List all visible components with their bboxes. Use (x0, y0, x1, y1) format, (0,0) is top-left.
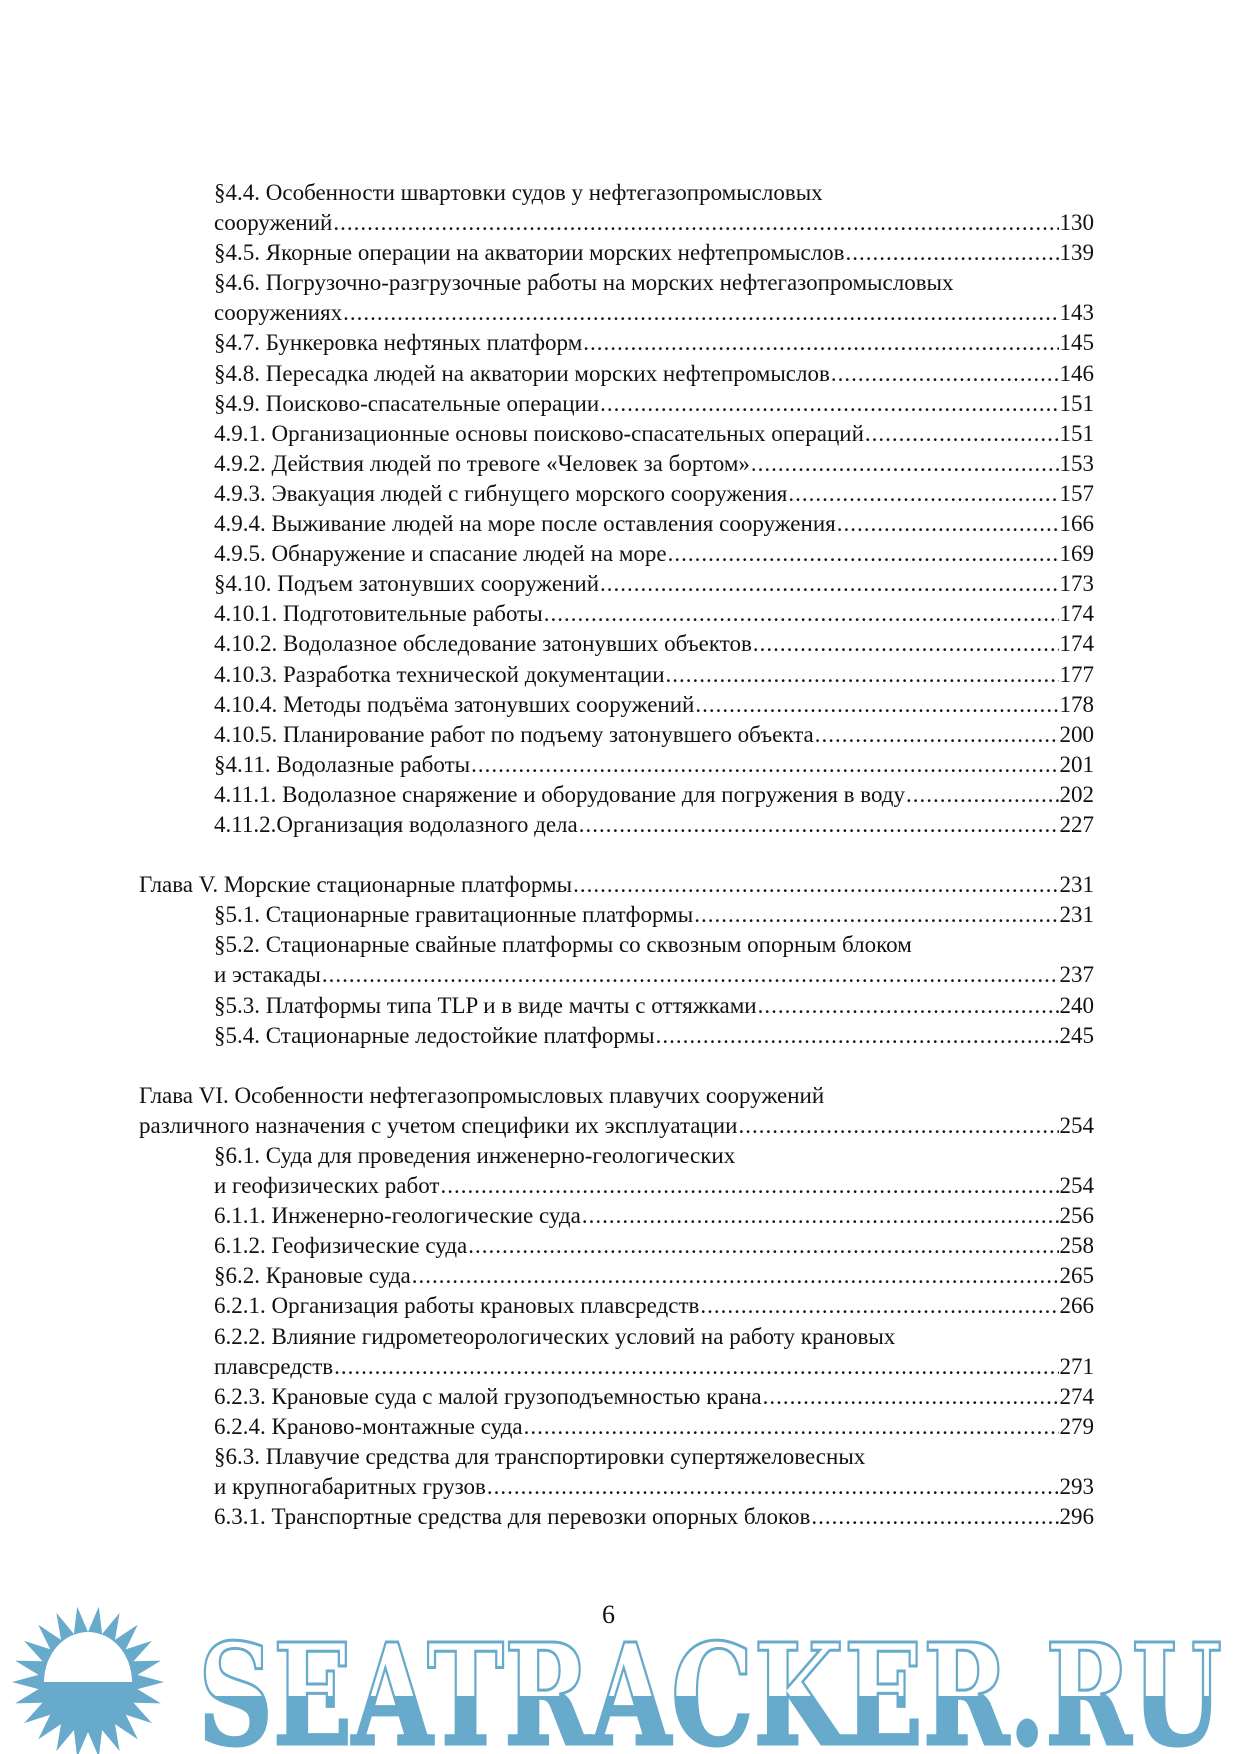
toc-entry (214, 298, 1094, 328)
toc-entry (214, 660, 1094, 690)
toc-entry (214, 1322, 1094, 1352)
toc-entry-title: 6.2.3. Крановые суда с малой грузоподъемностью крана (214, 1383, 762, 1409)
dot-leader (831, 359, 1059, 389)
dot-leader (579, 810, 1059, 840)
toc-entry (214, 509, 1094, 539)
toc-entry-title: 4.9.5. Обнаружение и спасание людей на море (214, 541, 667, 567)
toc-entry-title: 6.1.1. Инженерно-геологические суда (214, 1203, 581, 1229)
toc-entry-title: §4.8. Пересадка людей на акватории морских нефтепромыслов (214, 360, 830, 386)
toc-entry (214, 359, 1094, 389)
toc-entry-page: 157 (1059, 480, 1094, 506)
toc-entry-title: 6.2.1. Организация работы крановых плавсредств (214, 1293, 700, 1319)
toc-entry-page: 258 (1059, 1233, 1094, 1259)
toc-entry (214, 1261, 1094, 1291)
dot-leader (668, 539, 1059, 569)
toc-entry-title: §6.3. Плавучие средства для транспортировки супертяжеловесных (214, 1443, 866, 1469)
sun-logo-icon (12, 1607, 164, 1754)
toc-entry (214, 1291, 1094, 1321)
toc-entry-page: 202 (1059, 781, 1094, 807)
dot-leader (763, 1382, 1059, 1412)
toc-entry (214, 1201, 1094, 1231)
toc-entry (214, 599, 1094, 629)
toc-chapter-entry (139, 870, 1094, 900)
toc-entry-title: 4.10.4. Методы подъёма затонувших сооружений (214, 691, 695, 717)
toc-entry (214, 750, 1094, 780)
toc-entry (214, 1382, 1094, 1412)
dot-leader (524, 1412, 1059, 1442)
toc-entry-page: 245 (1059, 1022, 1094, 1048)
toc-entry-title: §4.7. Бункеровка нефтяных платформ (214, 330, 583, 356)
toc-entry-title: 4.10.5. Планирование работ по подъему затонувшего объекта (214, 721, 814, 747)
toc-entry-page: 174 (1059, 601, 1094, 627)
toc-entry (214, 690, 1094, 720)
toc-entry-title: 4.9.4. Выживание людей на море после оставления сооружения (214, 511, 836, 537)
toc-entry-page: 254 (1059, 1112, 1094, 1138)
toc-entry (214, 208, 1094, 238)
toc-entry-page: 146 (1059, 360, 1094, 386)
toc-entry-page: 201 (1059, 751, 1094, 777)
toc-entry-page: 153 (1059, 450, 1094, 476)
toc-entry-page: 174 (1059, 631, 1094, 657)
toc-entry-title: 6.3.1. Транспортные средства для перевозки опорных блоков (214, 1504, 811, 1530)
toc-entry-title: §5.1. Стационарные гравитационные платформы (214, 902, 694, 928)
toc-entry-title: Глава V. Морские стационарные платформы (139, 872, 573, 898)
toc-entry-title: §4.6. Погрузочно-разгрузочные работы на морских нефтегазопромысловых (214, 270, 954, 296)
dot-leader (656, 1021, 1059, 1051)
dot-leader (738, 1111, 1058, 1141)
dot-leader (468, 1231, 1058, 1261)
toc-entry-title: 6.2.2. Влияние гидрометеорологических условий на работу крановых (214, 1323, 896, 1349)
toc-entry-page: 256 (1059, 1203, 1094, 1229)
toc-entry (214, 629, 1094, 659)
toc-entry-page: 271 (1059, 1353, 1094, 1379)
toc-entry-page: 178 (1059, 691, 1094, 717)
toc-entry (214, 419, 1094, 449)
toc-entry-page: 130 (1059, 210, 1094, 236)
toc-entry (214, 960, 1094, 990)
toc-entry (214, 328, 1094, 358)
dot-leader (544, 599, 1059, 629)
toc-entry (214, 1502, 1094, 1532)
toc-entry (214, 1442, 1094, 1472)
toc-entry (214, 389, 1094, 419)
dot-leader (600, 569, 1058, 599)
toc-entry-title: 4.10.1. Подготовительные работы (214, 601, 543, 627)
toc-entry-title: §4.10. Подъем затонувших сооружений (214, 571, 600, 597)
toc-entry-title: §4.5. Якорные операции на акватории морских нефтепромыслов (214, 240, 845, 266)
dot-leader (333, 208, 1058, 238)
toc-entry-page: 274 (1059, 1383, 1094, 1409)
dot-leader (334, 1352, 1058, 1382)
toc-entry (214, 810, 1094, 840)
toc-entry-page: 169 (1059, 541, 1094, 567)
toc-entry (214, 238, 1094, 268)
toc-entry-title: §6.1. Суда для проведения инженерно-геологических (214, 1143, 736, 1168)
toc-entry-page: 200 (1059, 721, 1094, 747)
toc-entry-page: 139 (1059, 240, 1094, 266)
page-number: 6 (602, 1600, 615, 1629)
seatracker-watermark (0, 1604, 1239, 1754)
toc-entry (214, 1352, 1094, 1382)
dot-leader (582, 1201, 1059, 1231)
toc-entry-title: §4.11. Водолазные работы (214, 751, 471, 777)
dot-leader (471, 750, 1058, 780)
toc-entry-title: сооружений (214, 210, 333, 236)
toc-entry (214, 1021, 1094, 1051)
toc-entry (214, 1472, 1094, 1502)
watermark-text: SEATRACKER.RU (198, 1614, 1222, 1754)
toc-entry-title: 4.9.1. Организационные основы поисково-спасательных операций (214, 420, 864, 446)
dot-leader (440, 1171, 1058, 1201)
toc-entry-page: 231 (1059, 872, 1094, 898)
dot-leader (343, 298, 1058, 328)
toc-entry-title: 4.10.2. Водолазное обследование затонувших объектов (214, 631, 752, 657)
toc-entry-title: 6.1.2. Геофизические суда (214, 1233, 468, 1259)
toc-entry (214, 1412, 1094, 1442)
toc-entry-page: 177 (1059, 661, 1094, 687)
spacer (0, 840, 1239, 870)
dot-leader (906, 780, 1058, 810)
toc-entry (214, 930, 1094, 960)
toc-entry (214, 569, 1094, 599)
toc-entry-page: 173 (1059, 571, 1094, 597)
toc-entry-page: 296 (1059, 1504, 1094, 1530)
toc-entry-page: 265 (1059, 1263, 1094, 1289)
toc-entry-title: и крупногабаритных грузов (214, 1474, 486, 1500)
toc-entry-title: §5.3. Платформы типа TLP и в виде мачты с оттяжками (214, 992, 757, 1018)
spacer (0, 1051, 1239, 1081)
toc-entry-title: 4.9.2. Действия людей по тревоге «Человек за бортом» (214, 450, 750, 476)
toc-entry-title: 4.10.3. Разработка технической документации (214, 661, 665, 687)
toc-entry-page: 240 (1059, 992, 1094, 1018)
toc-entry (214, 991, 1094, 1021)
toc-entry-title: §4.4. Особенности швартовки судов у нефтегазопромысловых (214, 180, 823, 205)
toc-entry (214, 178, 1094, 208)
toc-entry-page: 237 (1059, 962, 1094, 988)
toc-entry-page: 151 (1059, 390, 1094, 416)
toc-entry (214, 900, 1094, 930)
toc-entry-title: различного назначения с учетом специфики их эксплуатации (139, 1112, 738, 1138)
toc-entry (214, 449, 1094, 479)
dot-leader (573, 870, 1058, 900)
toc-entry-page: 266 (1059, 1293, 1094, 1319)
toc-entry-title: §5.4. Стационарные ледостойкие платформы (214, 1022, 655, 1048)
toc-entry-title: и геофизических работ (214, 1173, 440, 1199)
toc-entry-page: 143 (1059, 300, 1094, 326)
dot-leader (412, 1261, 1059, 1291)
toc-entry-title: 6.2.4. Краново-монтажные суда (214, 1413, 523, 1439)
toc-entry-title: §4.9. Поисково-спасательные операции (214, 390, 600, 416)
dot-leader (700, 1291, 1058, 1321)
toc-entry-title: §6.2. Крановые суда (214, 1263, 411, 1289)
toc-entry-title: и эстакады (214, 962, 321, 988)
dot-leader (583, 328, 1058, 358)
toc-chapter-entry (139, 1081, 1094, 1111)
toc-entry (214, 268, 1094, 298)
toc-entry-page: 166 (1059, 511, 1094, 537)
toc-entry-title: §5.2. Стационарные свайные платформы со сквозным опорным блоком (214, 932, 912, 958)
toc-entry (214, 1141, 1094, 1171)
toc-entry-page: 293 (1059, 1474, 1094, 1500)
toc-entry-title: 4.11.2.Организация водолазного дела (214, 811, 578, 837)
toc-entry (214, 1171, 1094, 1201)
toc-entry (214, 720, 1094, 750)
dot-leader (487, 1472, 1059, 1502)
toc-entry-title: 4.11.1. Водолазное снаряжение и оборудование для погружения в воду (214, 781, 906, 807)
toc-entry-page: 145 (1059, 330, 1094, 356)
dot-leader (865, 419, 1059, 449)
dot-leader (600, 389, 1058, 419)
toc-entry (214, 539, 1094, 569)
dot-leader (694, 900, 1058, 930)
toc-entry-page: 279 (1059, 1413, 1094, 1439)
table-of-contents (0, 178, 1239, 1532)
toc-entry (214, 479, 1094, 509)
dot-leader (695, 690, 1058, 720)
dot-leader (322, 960, 1059, 990)
toc-entry-page: 231 (1059, 902, 1094, 928)
toc-entry-page: 151 (1059, 420, 1094, 446)
dot-leader (815, 720, 1059, 750)
toc-entry-page: 254 (1059, 1173, 1094, 1199)
toc-entry-title: сооружениях (214, 300, 343, 326)
dot-leader (837, 509, 1059, 539)
toc-entry-title: плавсредств (214, 1353, 334, 1379)
dot-leader (846, 238, 1059, 268)
toc-entry (214, 1231, 1094, 1261)
toc-entry-title: Глава VI. Особенности нефтегазопромысловых плавучих сооружений (139, 1082, 825, 1108)
dot-leader (666, 660, 1059, 690)
toc-entry (214, 780, 1094, 810)
toc-chapter-entry (139, 1111, 1094, 1141)
dot-leader (811, 1502, 1058, 1532)
dot-leader (751, 449, 1059, 479)
dot-leader (758, 991, 1059, 1021)
dot-leader (788, 479, 1058, 509)
toc-entry-title: 4.9.3. Эвакуация людей с гибнущего морского сооружения (214, 480, 788, 506)
dot-leader (753, 629, 1059, 659)
toc-entry-page: 227 (1059, 811, 1094, 837)
